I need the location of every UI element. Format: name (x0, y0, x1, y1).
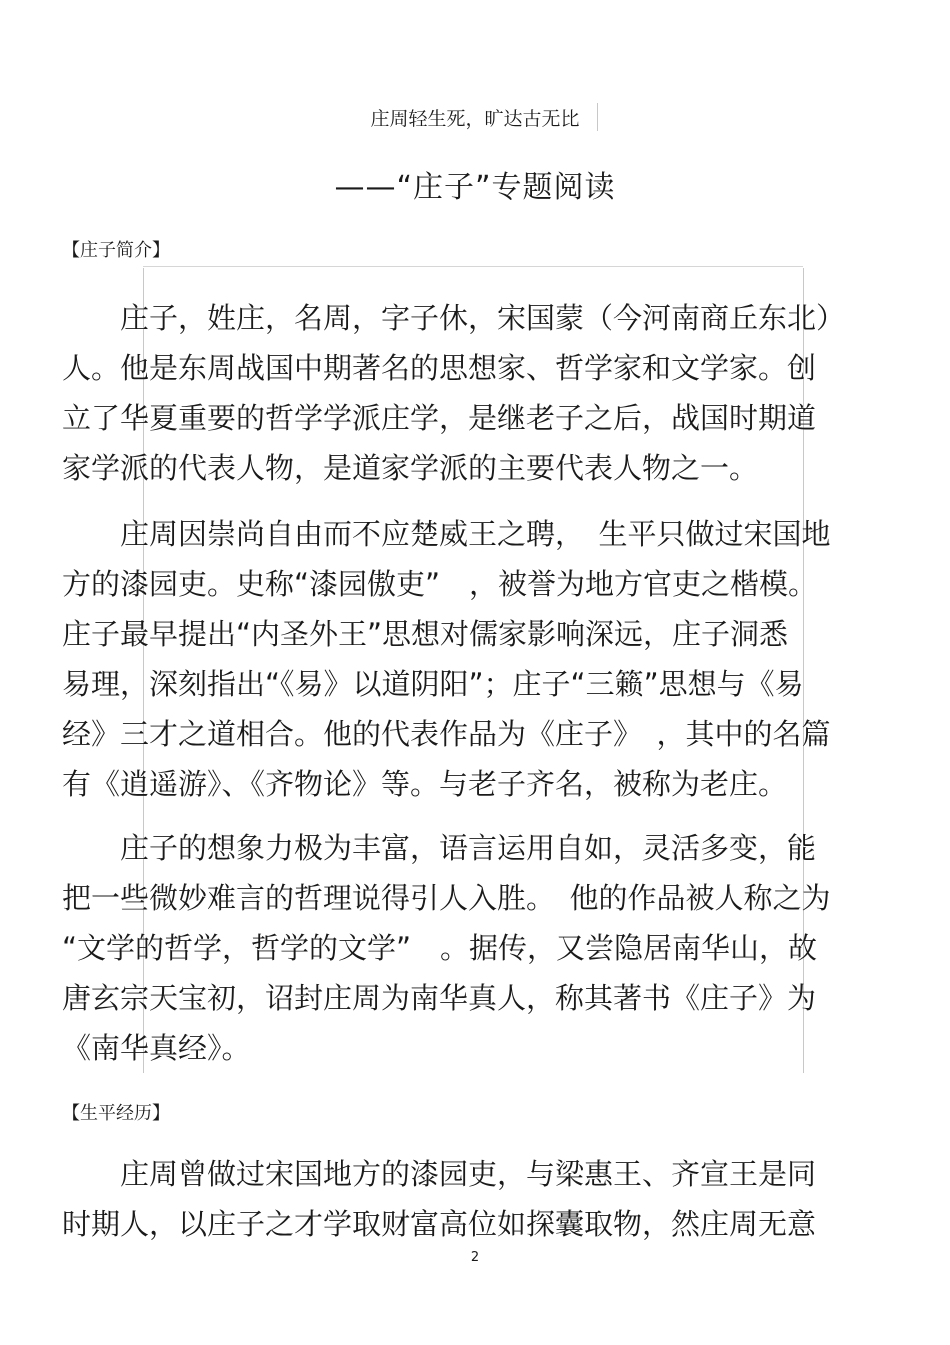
text-line: 有《逍遥游》、《齐物论》等。与老子齐名，被称为老庄。 (62, 767, 788, 801)
page-subtitle: ——“庄子”专题阅读 (334, 170, 616, 205)
text-line: 人。他是东周战国中期著名的思想家、哲学家和文学家。创 (62, 351, 817, 385)
text-line: 《南华真经》。 (62, 1031, 251, 1065)
section-label-life: 【生平经历】 (62, 1103, 170, 1124)
paragraph-career (62, 509, 831, 809)
text-line: 庄周曾做过宋国地方的漆园吏，与梁惠王、齐宣王是同 (62, 1157, 817, 1191)
text-line: 易理，深刻指出“《易》以道阴阳”；庄子“三籁”思想与《易 (62, 667, 804, 701)
section-label-intro: 【庄子简介】 (62, 240, 170, 261)
page-number: 2 (470, 1250, 480, 1265)
text-line: 庄周因崇尚自由而不应楚威王之聘， 生平只做过宋国地 (62, 517, 831, 551)
text-line: 庄子的想象力极为丰富，语言运用自如，灵活多变，能 (62, 831, 817, 865)
text-line: 时期人，以庄子之才学取财富高位如探囊取物，然庄周无意 (62, 1207, 817, 1241)
paragraph-life (62, 1149, 816, 1249)
text-line: 立了华夏重要的哲学学派庄学，是继老子之后，战国时期道 (62, 401, 817, 435)
paragraph-intro (62, 293, 845, 493)
text-line: 庄子，姓庄，名周，字子休，宋国蒙（今河南商丘东北） (62, 301, 846, 335)
page-title: 庄周轻生死，旷达古无比 (370, 108, 580, 130)
text-line: “文学的哲学，哲学的文学” 。据传，又尝隐居南华山，故 (62, 931, 818, 965)
text-line: 方的漆园吏。史称“漆园傲吏” ，被誉为地方官吏之楷模。 (62, 567, 818, 601)
frame-top-rule (143, 266, 803, 267)
text-line: 经》三才之道相合。他的代表作品为《庄子》 ，其中的名篇 (62, 717, 831, 751)
paragraph-style (62, 823, 831, 1073)
text-line: 把一些微妙难言的哲理说得引人入胜。 他的作品被人称之为 (62, 881, 831, 915)
text-line: 庄子最早提出“内圣外王”思想对儒家影响深远，庄子洞悉 (62, 617, 789, 651)
text-line: 家学派的代表人物，是道家学派的主要代表人物之一。 (62, 451, 759, 485)
text-line: 唐玄宗天宝初，诏封庄周为南华真人，称其著书《庄子》为 (62, 981, 817, 1015)
